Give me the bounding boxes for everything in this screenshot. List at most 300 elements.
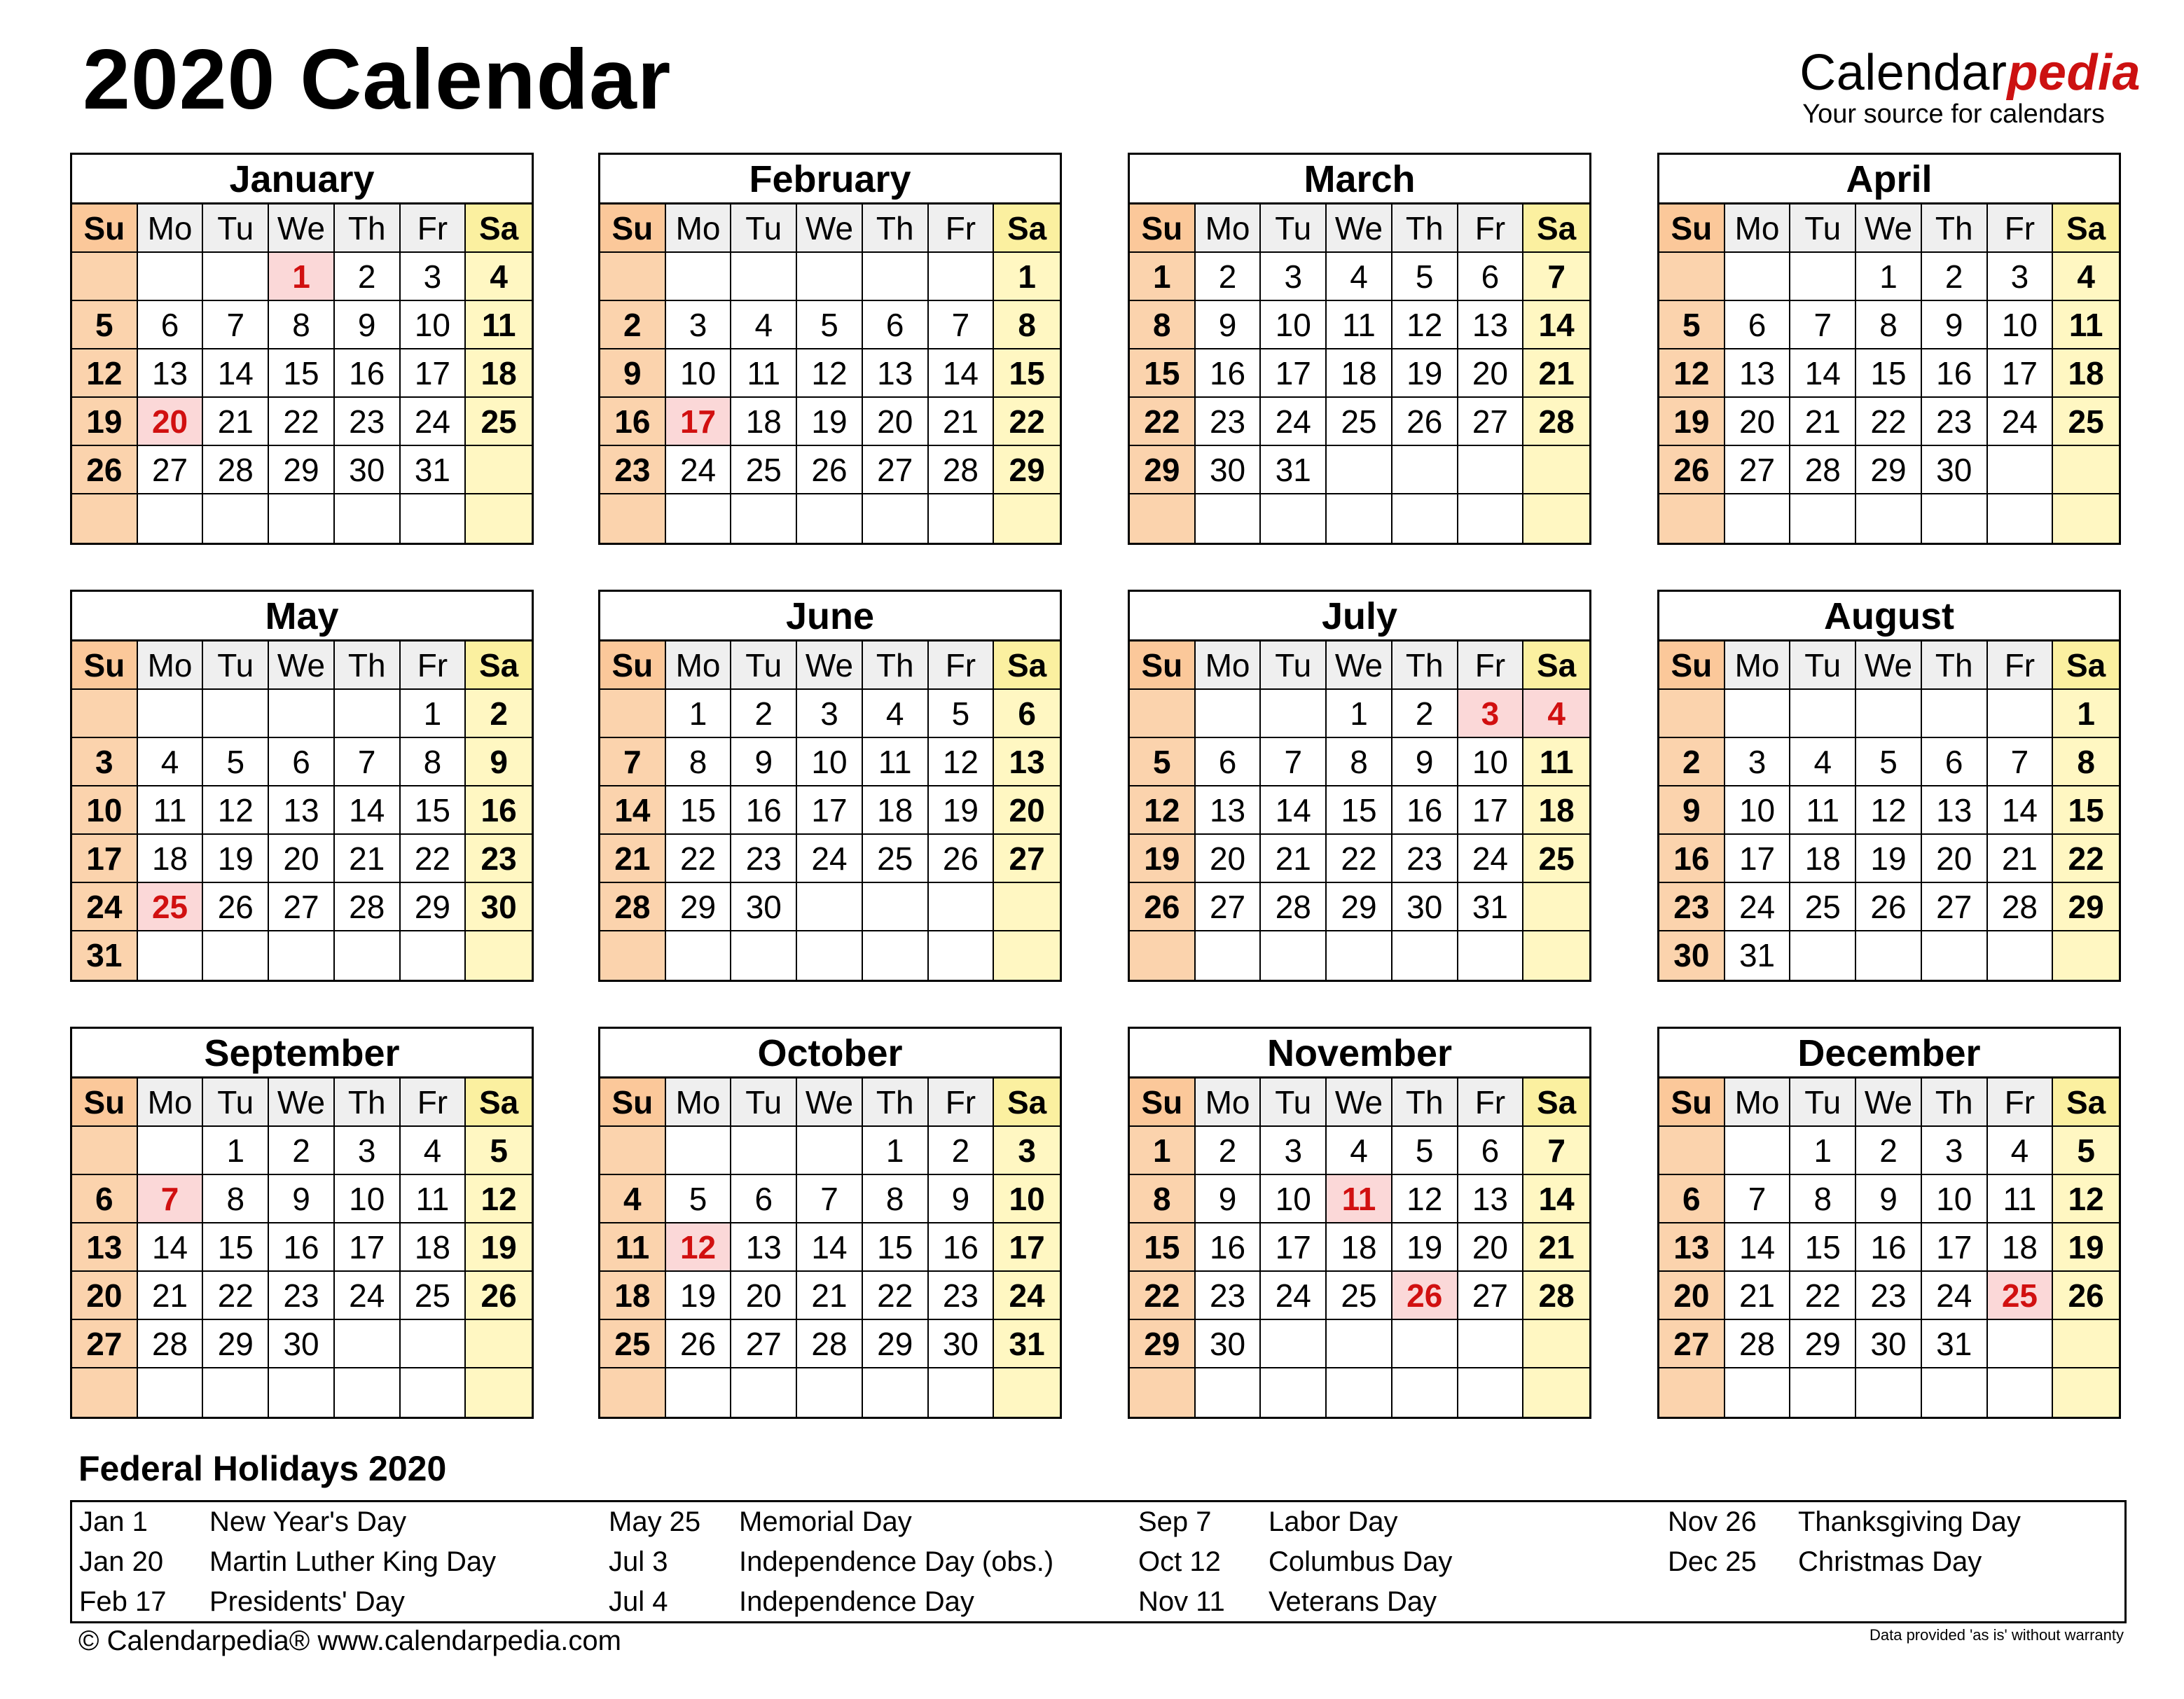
day-cell[interactable]: 15: [1130, 1223, 1196, 1272]
day-cell[interactable]: 22: [863, 1272, 929, 1320]
day-cell[interactable]: 26: [929, 835, 995, 883]
day-cell[interactable]: 22: [1327, 835, 1392, 883]
day-cell[interactable]: 30: [269, 1320, 335, 1368]
day-cell[interactable]: 18: [731, 398, 797, 446]
day-cell[interactable]: 3: [401, 253, 466, 301]
day-cell[interactable]: 31: [1458, 883, 1524, 931]
day-cell[interactable]: 12: [1130, 786, 1196, 835]
day-cell[interactable]: 21: [1261, 835, 1327, 883]
day-cell[interactable]: 1: [269, 253, 335, 301]
day-cell[interactable]: 12: [929, 738, 995, 786]
day-cell[interactable]: 7: [929, 301, 995, 349]
day-cell[interactable]: 5: [666, 1175, 732, 1223]
day-cell[interactable]: 21: [203, 398, 269, 446]
day-cell[interactable]: 12: [203, 786, 269, 835]
day-cell[interactable]: 6: [994, 690, 1060, 738]
day-cell[interactable]: 21: [1988, 835, 2054, 883]
day-cell[interactable]: 16: [1196, 349, 1262, 398]
day-cell[interactable]: 28: [138, 1320, 204, 1368]
day-cell[interactable]: 21: [1725, 1272, 1791, 1320]
day-cell[interactable]: 27: [138, 446, 204, 494]
day-cell[interactable]: 8: [1856, 301, 1922, 349]
day-cell[interactable]: 19: [929, 786, 995, 835]
day-cell[interactable]: 8: [2053, 738, 2119, 786]
day-cell[interactable]: 5: [929, 690, 995, 738]
day-cell[interactable]: 5: [1856, 738, 1922, 786]
day-cell[interactable]: 9: [335, 301, 401, 349]
day-cell[interactable]: 2: [1392, 690, 1458, 738]
day-cell[interactable]: 31: [72, 931, 138, 980]
day-cell[interactable]: 14: [138, 1223, 204, 1272]
day-cell[interactable]: 16: [269, 1223, 335, 1272]
day-cell[interactable]: 29: [666, 883, 732, 931]
day-cell[interactable]: 7: [1523, 1127, 1589, 1175]
day-cell[interactable]: 30: [1196, 1320, 1262, 1368]
day-cell[interactable]: 2: [466, 690, 532, 738]
day-cell[interactable]: 27: [1458, 398, 1524, 446]
day-cell[interactable]: 15: [2053, 786, 2119, 835]
day-cell[interactable]: 2: [1196, 1127, 1262, 1175]
day-cell[interactable]: 1: [203, 1127, 269, 1175]
day-cell[interactable]: 1: [1790, 1127, 1856, 1175]
day-cell[interactable]: 17: [1922, 1223, 1988, 1272]
day-cell[interactable]: 12: [1392, 1175, 1458, 1223]
day-cell[interactable]: 19: [797, 398, 863, 446]
day-cell[interactable]: 27: [72, 1320, 138, 1368]
day-cell[interactable]: 26: [1856, 883, 1922, 931]
day-cell[interactable]: 28: [335, 883, 401, 931]
day-cell[interactable]: 22: [1856, 398, 1922, 446]
day-cell[interactable]: 2: [269, 1127, 335, 1175]
day-cell[interactable]: 26: [1392, 398, 1458, 446]
day-cell[interactable]: 10: [401, 301, 466, 349]
day-cell[interactable]: 26: [1659, 446, 1725, 494]
day-cell[interactable]: 3: [1725, 738, 1791, 786]
day-cell[interactable]: 5: [466, 1127, 532, 1175]
day-cell[interactable]: 15: [994, 349, 1060, 398]
day-cell[interactable]: 22: [401, 835, 466, 883]
day-cell[interactable]: 31: [1922, 1320, 1988, 1368]
day-cell[interactable]: 29: [2053, 883, 2119, 931]
day-cell[interactable]: 10: [994, 1175, 1060, 1223]
day-cell[interactable]: 8: [994, 301, 1060, 349]
day-cell[interactable]: 19: [2053, 1223, 2119, 1272]
day-cell[interactable]: 17: [797, 786, 863, 835]
day-cell[interactable]: 12: [1659, 349, 1725, 398]
day-cell[interactable]: 13: [1922, 786, 1988, 835]
day-cell[interactable]: 28: [600, 883, 666, 931]
day-cell[interactable]: 6: [72, 1175, 138, 1223]
day-cell[interactable]: 11: [1790, 786, 1856, 835]
day-cell[interactable]: 12: [466, 1175, 532, 1223]
day-cell[interactable]: 14: [600, 786, 666, 835]
day-cell[interactable]: 1: [1856, 253, 1922, 301]
day-cell[interactable]: 17: [994, 1223, 1060, 1272]
day-cell[interactable]: 18: [466, 349, 532, 398]
day-cell[interactable]: 13: [269, 786, 335, 835]
day-cell[interactable]: 2: [335, 253, 401, 301]
day-cell[interactable]: 18: [138, 835, 204, 883]
day-cell[interactable]: 21: [797, 1272, 863, 1320]
day-cell[interactable]: 6: [1922, 738, 1988, 786]
day-cell[interactable]: 26: [666, 1320, 732, 1368]
day-cell[interactable]: 29: [203, 1320, 269, 1368]
day-cell[interactable]: 24: [1261, 1272, 1327, 1320]
day-cell[interactable]: 2: [1659, 738, 1725, 786]
day-cell[interactable]: 8: [401, 738, 466, 786]
day-cell[interactable]: 27: [863, 446, 929, 494]
day-cell[interactable]: 23: [1922, 398, 1988, 446]
day-cell[interactable]: 21: [600, 835, 666, 883]
day-cell[interactable]: 16: [1392, 786, 1458, 835]
day-cell[interactable]: 15: [401, 786, 466, 835]
day-cell[interactable]: 30: [1196, 446, 1262, 494]
day-cell[interactable]: 4: [1327, 253, 1392, 301]
day-cell[interactable]: 11: [1327, 1175, 1392, 1223]
day-cell[interactable]: 12: [72, 349, 138, 398]
day-cell[interactable]: 8: [863, 1175, 929, 1223]
day-cell[interactable]: 5: [1130, 738, 1196, 786]
day-cell[interactable]: 13: [1196, 786, 1262, 835]
day-cell[interactable]: 23: [269, 1272, 335, 1320]
day-cell[interactable]: 10: [1458, 738, 1524, 786]
day-cell[interactable]: 26: [797, 446, 863, 494]
day-cell[interactable]: 6: [1458, 1127, 1524, 1175]
day-cell[interactable]: 3: [1458, 690, 1524, 738]
day-cell[interactable]: 27: [1458, 1272, 1524, 1320]
day-cell[interactable]: 28: [203, 446, 269, 494]
day-cell[interactable]: 7: [797, 1175, 863, 1223]
day-cell[interactable]: 31: [994, 1320, 1060, 1368]
day-cell[interactable]: 4: [731, 301, 797, 349]
day-cell[interactable]: 11: [863, 738, 929, 786]
day-cell[interactable]: 25: [600, 1320, 666, 1368]
day-cell[interactable]: 11: [1327, 301, 1392, 349]
day-cell[interactable]: 28: [1523, 398, 1589, 446]
day-cell[interactable]: 3: [72, 738, 138, 786]
day-cell[interactable]: 11: [1523, 738, 1589, 786]
day-cell[interactable]: 25: [138, 883, 204, 931]
day-cell[interactable]: 30: [1922, 446, 1988, 494]
day-cell[interactable]: 31: [1261, 446, 1327, 494]
day-cell[interactable]: 24: [1458, 835, 1524, 883]
day-cell[interactable]: 27: [731, 1320, 797, 1368]
day-cell[interactable]: 13: [994, 738, 1060, 786]
day-cell[interactable]: 27: [1659, 1320, 1725, 1368]
day-cell[interactable]: 20: [1458, 1223, 1524, 1272]
day-cell[interactable]: 25: [401, 1272, 466, 1320]
day-cell[interactable]: 9: [1196, 301, 1262, 349]
day-cell[interactable]: 29: [1327, 883, 1392, 931]
day-cell[interactable]: 21: [929, 398, 995, 446]
day-cell[interactable]: 29: [994, 446, 1060, 494]
day-cell[interactable]: 23: [1196, 398, 1262, 446]
day-cell[interactable]: 11: [1988, 1175, 2054, 1223]
day-cell[interactable]: 18: [1523, 786, 1589, 835]
day-cell[interactable]: 20: [731, 1272, 797, 1320]
day-cell[interactable]: 3: [666, 301, 732, 349]
day-cell[interactable]: 28: [1988, 883, 2054, 931]
day-cell[interactable]: 9: [1196, 1175, 1262, 1223]
day-cell[interactable]: 23: [1659, 883, 1725, 931]
day-cell[interactable]: 4: [863, 690, 929, 738]
day-cell[interactable]: 15: [1327, 786, 1392, 835]
brand-logo[interactable]: [1799, 45, 2141, 129]
day-cell[interactable]: 18: [1790, 835, 1856, 883]
day-cell[interactable]: 21: [1523, 349, 1589, 398]
day-cell[interactable]: 17: [666, 398, 732, 446]
day-cell[interactable]: 10: [666, 349, 732, 398]
day-cell[interactable]: 25: [731, 446, 797, 494]
day-cell[interactable]: 20: [1659, 1272, 1725, 1320]
day-cell[interactable]: 14: [797, 1223, 863, 1272]
day-cell[interactable]: 30: [335, 446, 401, 494]
day-cell[interactable]: 19: [1130, 835, 1196, 883]
day-cell[interactable]: 9: [1922, 301, 1988, 349]
day-cell[interactable]: 14: [1725, 1223, 1791, 1272]
day-cell[interactable]: 3: [1988, 253, 2054, 301]
day-cell[interactable]: 7: [1261, 738, 1327, 786]
footer-copyright[interactable]: © Calendarpedia® www.calendarpedia.com: [78, 1625, 621, 1656]
day-cell[interactable]: 19: [666, 1272, 732, 1320]
day-cell[interactable]: 21: [335, 835, 401, 883]
day-cell[interactable]: 5: [1659, 301, 1725, 349]
day-cell[interactable]: 10: [1261, 1175, 1327, 1223]
day-cell[interactable]: 11: [731, 349, 797, 398]
day-cell[interactable]: 14: [1261, 786, 1327, 835]
day-cell[interactable]: 8: [203, 1175, 269, 1223]
day-cell[interactable]: 8: [1130, 301, 1196, 349]
day-cell[interactable]: 25: [1327, 398, 1392, 446]
day-cell[interactable]: 22: [1790, 1272, 1856, 1320]
day-cell[interactable]: 14: [929, 349, 995, 398]
day-cell[interactable]: 28: [1261, 883, 1327, 931]
day-cell[interactable]: 2: [600, 301, 666, 349]
day-cell[interactable]: 22: [994, 398, 1060, 446]
day-cell[interactable]: 7: [1523, 253, 1589, 301]
day-cell[interactable]: 13: [72, 1223, 138, 1272]
day-cell[interactable]: 21: [1790, 398, 1856, 446]
day-cell[interactable]: 6: [1725, 301, 1791, 349]
day-cell[interactable]: 23: [1196, 1272, 1262, 1320]
day-cell[interactable]: 30: [466, 883, 532, 931]
day-cell[interactable]: 9: [600, 349, 666, 398]
day-cell[interactable]: 4: [401, 1127, 466, 1175]
day-cell[interactable]: 26: [466, 1272, 532, 1320]
day-cell[interactable]: 15: [269, 349, 335, 398]
day-cell[interactable]: 11: [466, 301, 532, 349]
day-cell[interactable]: 12: [2053, 1175, 2119, 1223]
day-cell[interactable]: 29: [269, 446, 335, 494]
day-cell[interactable]: 22: [1130, 1272, 1196, 1320]
day-cell[interactable]: 9: [1659, 786, 1725, 835]
day-cell[interactable]: 22: [666, 835, 732, 883]
day-cell[interactable]: 7: [203, 301, 269, 349]
day-cell[interactable]: 5: [203, 738, 269, 786]
day-cell[interactable]: 26: [72, 446, 138, 494]
day-cell[interactable]: 26: [1130, 883, 1196, 931]
day-cell[interactable]: 17: [335, 1223, 401, 1272]
day-cell[interactable]: 30: [929, 1320, 995, 1368]
day-cell[interactable]: 6: [269, 738, 335, 786]
day-cell[interactable]: 4: [1523, 690, 1589, 738]
day-cell[interactable]: 6: [138, 301, 204, 349]
day-cell[interactable]: 30: [731, 883, 797, 931]
day-cell[interactable]: 27: [269, 883, 335, 931]
day-cell[interactable]: 8: [666, 738, 732, 786]
day-cell[interactable]: 2: [1856, 1127, 1922, 1175]
day-cell[interactable]: 20: [269, 835, 335, 883]
day-cell[interactable]: 15: [863, 1223, 929, 1272]
day-cell[interactable]: 15: [203, 1223, 269, 1272]
day-cell[interactable]: 12: [797, 349, 863, 398]
day-cell[interactable]: 1: [863, 1127, 929, 1175]
day-cell[interactable]: 13: [1725, 349, 1791, 398]
day-cell[interactable]: 13: [731, 1223, 797, 1272]
day-cell[interactable]: 7: [1725, 1175, 1791, 1223]
day-cell[interactable]: 4: [600, 1175, 666, 1223]
day-cell[interactable]: 17: [1725, 835, 1791, 883]
day-cell[interactable]: 31: [1725, 931, 1791, 980]
day-cell[interactable]: 16: [1659, 835, 1725, 883]
day-cell[interactable]: 14: [1790, 349, 1856, 398]
day-cell[interactable]: 19: [466, 1223, 532, 1272]
day-cell[interactable]: 21: [138, 1272, 204, 1320]
day-cell[interactable]: 8: [269, 301, 335, 349]
day-cell[interactable]: 4: [138, 738, 204, 786]
day-cell[interactable]: 26: [1392, 1272, 1458, 1320]
day-cell[interactable]: 24: [666, 446, 732, 494]
day-cell[interactable]: 11: [2053, 301, 2119, 349]
day-cell[interactable]: 12: [1856, 786, 1922, 835]
day-cell[interactable]: 7: [600, 738, 666, 786]
day-cell[interactable]: 18: [1327, 349, 1392, 398]
day-cell[interactable]: 27: [1196, 883, 1262, 931]
day-cell[interactable]: 23: [731, 835, 797, 883]
day-cell[interactable]: 18: [863, 786, 929, 835]
day-cell[interactable]: 1: [666, 690, 732, 738]
day-cell[interactable]: 3: [1922, 1127, 1988, 1175]
day-cell[interactable]: 14: [1988, 786, 2054, 835]
day-cell[interactable]: 18: [600, 1272, 666, 1320]
day-cell[interactable]: 13: [1659, 1223, 1725, 1272]
day-cell[interactable]: 24: [401, 398, 466, 446]
day-cell[interactable]: 22: [269, 398, 335, 446]
day-cell[interactable]: 20: [1196, 835, 1262, 883]
day-cell[interactable]: 5: [72, 301, 138, 349]
day-cell[interactable]: 13: [1458, 301, 1524, 349]
day-cell[interactable]: 7: [1790, 301, 1856, 349]
day-cell[interactable]: 16: [335, 349, 401, 398]
day-cell[interactable]: 29: [1130, 1320, 1196, 1368]
day-cell[interactable]: 15: [1790, 1223, 1856, 1272]
day-cell[interactable]: 23: [1856, 1272, 1922, 1320]
day-cell[interactable]: 11: [138, 786, 204, 835]
day-cell[interactable]: 4: [1790, 738, 1856, 786]
day-cell[interactable]: 25: [466, 398, 532, 446]
day-cell[interactable]: 1: [401, 690, 466, 738]
day-cell[interactable]: 3: [994, 1127, 1060, 1175]
day-cell[interactable]: 15: [1856, 349, 1922, 398]
day-cell[interactable]: 16: [466, 786, 532, 835]
day-cell[interactable]: 13: [863, 349, 929, 398]
day-cell[interactable]: 19: [203, 835, 269, 883]
day-cell[interactable]: 10: [335, 1175, 401, 1223]
day-cell[interactable]: 28: [1790, 446, 1856, 494]
day-cell[interactable]: 1: [994, 253, 1060, 301]
day-cell[interactable]: 9: [466, 738, 532, 786]
day-cell[interactable]: 25: [863, 835, 929, 883]
day-cell[interactable]: 16: [731, 786, 797, 835]
day-cell[interactable]: 16: [1196, 1223, 1262, 1272]
day-cell[interactable]: 20: [1458, 349, 1524, 398]
day-cell[interactable]: 19: [72, 398, 138, 446]
day-cell[interactable]: 2: [929, 1127, 995, 1175]
day-cell[interactable]: 18: [2053, 349, 2119, 398]
day-cell[interactable]: 14: [335, 786, 401, 835]
day-cell[interactable]: 22: [203, 1272, 269, 1320]
day-cell[interactable]: 5: [2053, 1127, 2119, 1175]
day-cell[interactable]: 15: [666, 786, 732, 835]
day-cell[interactable]: 20: [1922, 835, 1988, 883]
day-cell[interactable]: 6: [863, 301, 929, 349]
day-cell[interactable]: 17: [401, 349, 466, 398]
day-cell[interactable]: 30: [1856, 1320, 1922, 1368]
day-cell[interactable]: 9: [1856, 1175, 1922, 1223]
day-cell[interactable]: 24: [1988, 398, 2054, 446]
day-cell[interactable]: 29: [1856, 446, 1922, 494]
day-cell[interactable]: 15: [1130, 349, 1196, 398]
day-cell[interactable]: 14: [1523, 1175, 1589, 1223]
day-cell[interactable]: 18: [1327, 1223, 1392, 1272]
day-cell[interactable]: 4: [466, 253, 532, 301]
day-cell[interactable]: 11: [401, 1175, 466, 1223]
day-cell[interactable]: 16: [929, 1223, 995, 1272]
day-cell[interactable]: 10: [1988, 301, 2054, 349]
day-cell[interactable]: 9: [731, 738, 797, 786]
day-cell[interactable]: 20: [994, 786, 1060, 835]
day-cell[interactable]: 24: [994, 1272, 1060, 1320]
day-cell[interactable]: 4: [2053, 253, 2119, 301]
day-cell[interactable]: 22: [1130, 398, 1196, 446]
day-cell[interactable]: 28: [1725, 1320, 1791, 1368]
day-cell[interactable]: 19: [1659, 398, 1725, 446]
day-cell[interactable]: 1: [1130, 253, 1196, 301]
day-cell[interactable]: 30: [1392, 883, 1458, 931]
day-cell[interactable]: 16: [1856, 1223, 1922, 1272]
day-cell[interactable]: 29: [1790, 1320, 1856, 1368]
day-cell[interactable]: 7: [1988, 738, 2054, 786]
day-cell[interactable]: 6: [1196, 738, 1262, 786]
day-cell[interactable]: 8: [1790, 1175, 1856, 1223]
day-cell[interactable]: 5: [1392, 1127, 1458, 1175]
day-cell[interactable]: 2: [1196, 253, 1262, 301]
day-cell[interactable]: 30: [1659, 931, 1725, 980]
day-cell[interactable]: 2: [1922, 253, 1988, 301]
day-cell[interactable]: 20: [72, 1272, 138, 1320]
day-cell[interactable]: 3: [1261, 253, 1327, 301]
day-cell[interactable]: 3: [1261, 1127, 1327, 1175]
day-cell[interactable]: 12: [666, 1223, 732, 1272]
day-cell[interactable]: 13: [1458, 1175, 1524, 1223]
day-cell[interactable]: 14: [1523, 301, 1589, 349]
day-cell[interactable]: 29: [401, 883, 466, 931]
day-cell[interactable]: 9: [269, 1175, 335, 1223]
day-cell[interactable]: 19: [1856, 835, 1922, 883]
day-cell[interactable]: 20: [138, 398, 204, 446]
day-cell[interactable]: 2: [731, 690, 797, 738]
day-cell[interactable]: 24: [1725, 883, 1791, 931]
